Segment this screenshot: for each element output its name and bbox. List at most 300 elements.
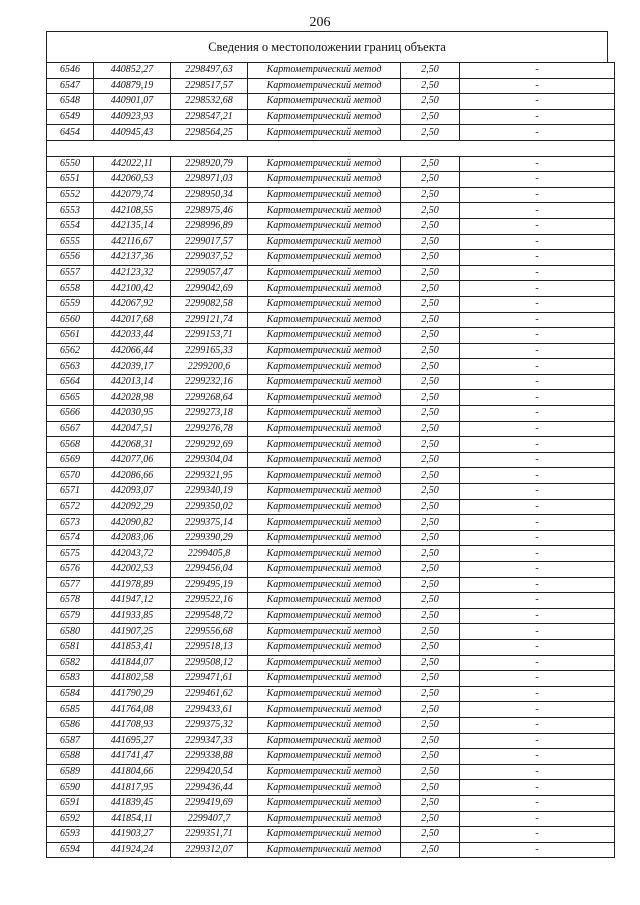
method-cell: Картометрический метод: [248, 281, 401, 297]
table-row: [47, 296, 615, 312]
description-cell: -: [460, 374, 615, 390]
method-cell: Картометрический метод: [248, 795, 401, 811]
x-coordinate-cell: 441817,95: [94, 780, 171, 796]
method-cell: Картометрический метод: [248, 577, 401, 593]
table-row: [47, 624, 615, 640]
x-coordinate-cell: 441903,27: [94, 827, 171, 843]
x-coordinate-cell: 442047,51: [94, 421, 171, 437]
precision-cell: 2,50: [401, 530, 460, 546]
y-coordinate-cell: 2299436,44: [171, 780, 248, 796]
point-number-cell: 6568: [47, 437, 94, 453]
description-cell: -: [460, 624, 615, 640]
method-cell: Картометрический метод: [248, 811, 401, 827]
y-coordinate-cell: 2299121,74: [171, 312, 248, 328]
table-row: [47, 499, 615, 515]
y-coordinate-cell: 2298564,25: [171, 125, 248, 141]
description-cell: -: [460, 562, 615, 578]
description-cell: -: [460, 842, 615, 858]
y-coordinate-cell: 2298497,63: [171, 63, 248, 79]
table-row: [47, 218, 615, 234]
table-row: [47, 749, 615, 765]
x-coordinate-cell: 442013,14: [94, 374, 171, 390]
precision-cell: 2,50: [401, 484, 460, 500]
x-coordinate-cell: 442086,66: [94, 468, 171, 484]
table-row: [47, 795, 615, 811]
table-row: [47, 733, 615, 749]
description-cell: -: [460, 733, 615, 749]
point-number-cell: 6572: [47, 499, 94, 515]
y-coordinate-cell: 2299407,7: [171, 811, 248, 827]
y-coordinate-cell: 2299200,6: [171, 359, 248, 375]
precision-cell: 2,50: [401, 281, 460, 297]
y-coordinate-cell: 2298547,21: [171, 109, 248, 125]
x-coordinate-cell: 442079,74: [94, 187, 171, 203]
point-number-cell: 6587: [47, 733, 94, 749]
precision-cell: 2,50: [401, 624, 460, 640]
y-coordinate-cell: 2298950,34: [171, 187, 248, 203]
method-cell: Картометрический метод: [248, 63, 401, 79]
y-coordinate-cell: 2299153,71: [171, 328, 248, 344]
description-cell: -: [460, 608, 615, 624]
x-coordinate-cell: 441854,11: [94, 811, 171, 827]
description-cell: -: [460, 827, 615, 843]
description-cell: -: [460, 296, 615, 312]
x-coordinate-cell: 442090,82: [94, 515, 171, 531]
point-number-cell: 6560: [47, 312, 94, 328]
method-cell: Картометрический метод: [248, 265, 401, 281]
point-number-cell: 6558: [47, 281, 94, 297]
table-row: [47, 406, 615, 422]
point-number-cell: 6578: [47, 593, 94, 609]
point-number-cell: 6591: [47, 795, 94, 811]
point-number-cell: 6590: [47, 780, 94, 796]
precision-cell: 2,50: [401, 437, 460, 453]
precision-cell: 2,50: [401, 328, 460, 344]
y-coordinate-cell: 2299057,47: [171, 265, 248, 281]
precision-cell: 2,50: [401, 156, 460, 172]
table-row: [47, 374, 615, 390]
y-coordinate-cell: 2299433,61: [171, 702, 248, 718]
method-cell: Картометрический метод: [248, 686, 401, 702]
table-row: [47, 593, 615, 609]
table-row: [47, 827, 615, 843]
description-cell: -: [460, 359, 615, 375]
x-coordinate-cell: 442123,32: [94, 265, 171, 281]
point-number-cell: 6584: [47, 686, 94, 702]
point-number-cell: 6549: [47, 109, 94, 125]
y-coordinate-cell: 2299471,61: [171, 671, 248, 687]
precision-cell: 2,50: [401, 842, 460, 858]
description-cell: -: [460, 468, 615, 484]
y-coordinate-cell: 2299351,71: [171, 827, 248, 843]
x-coordinate-cell: 441839,45: [94, 795, 171, 811]
x-coordinate-cell: 442116,67: [94, 234, 171, 250]
description-cell: -: [460, 218, 615, 234]
precision-cell: 2,50: [401, 203, 460, 219]
method-cell: Картометрический метод: [248, 374, 401, 390]
precision-cell: 2,50: [401, 218, 460, 234]
y-coordinate-cell: 2299232,16: [171, 374, 248, 390]
description-cell: -: [460, 484, 615, 500]
table-row: [47, 63, 615, 79]
precision-cell: 2,50: [401, 686, 460, 702]
description-cell: -: [460, 530, 615, 546]
point-number-cell: 6563: [47, 359, 94, 375]
x-coordinate-cell: 441933,85: [94, 608, 171, 624]
precision-cell: 2,50: [401, 546, 460, 562]
table-row: [47, 780, 615, 796]
description-cell: -: [460, 717, 615, 733]
x-coordinate-cell: 442077,06: [94, 452, 171, 468]
description-cell: -: [460, 452, 615, 468]
method-cell: Картометрический метод: [248, 312, 401, 328]
method-cell: Картометрический метод: [248, 530, 401, 546]
table-row: [47, 94, 615, 110]
y-coordinate-cell: 2299338,88: [171, 749, 248, 765]
point-number-cell: 6552: [47, 187, 94, 203]
precision-cell: 2,50: [401, 717, 460, 733]
method-cell: Картометрический метод: [248, 671, 401, 687]
point-number-cell: 6454: [47, 125, 94, 141]
y-coordinate-cell: 2299456,04: [171, 562, 248, 578]
point-number-cell: 6583: [47, 671, 94, 687]
precision-cell: 2,50: [401, 639, 460, 655]
x-coordinate-cell: 442017,68: [94, 312, 171, 328]
y-coordinate-cell: 2299548,72: [171, 608, 248, 624]
point-number-cell: 6550: [47, 156, 94, 172]
y-coordinate-cell: 2299375,32: [171, 717, 248, 733]
y-coordinate-cell: 2299508,12: [171, 655, 248, 671]
table-row: [47, 671, 615, 687]
table-row: [47, 359, 615, 375]
table-row: [47, 717, 615, 733]
y-coordinate-cell: 2299461,62: [171, 686, 248, 702]
precision-cell: 2,50: [401, 608, 460, 624]
method-cell: Картометрический метод: [248, 717, 401, 733]
description-cell: -: [460, 172, 615, 188]
precision-cell: 2,50: [401, 187, 460, 203]
table-row: [47, 156, 615, 172]
method-cell: Картометрический метод: [248, 406, 401, 422]
table-row: [47, 328, 615, 344]
point-number-cell: 6567: [47, 421, 94, 437]
point-number-cell: 6565: [47, 390, 94, 406]
point-number-cell: 6589: [47, 764, 94, 780]
x-coordinate-cell: 442092,29: [94, 499, 171, 515]
x-coordinate-cell: 440923,93: [94, 109, 171, 125]
description-cell: -: [460, 234, 615, 250]
y-coordinate-cell: 2298996,89: [171, 218, 248, 234]
precision-cell: 2,50: [401, 343, 460, 359]
method-cell: Картометрический метод: [248, 156, 401, 172]
point-number-cell: 6593: [47, 827, 94, 843]
description-cell: -: [460, 421, 615, 437]
table-row: [47, 639, 615, 655]
method-cell: Картометрический метод: [248, 125, 401, 141]
y-coordinate-cell: 2299165,33: [171, 343, 248, 359]
table-row: [47, 702, 615, 718]
method-cell: Картометрический метод: [248, 702, 401, 718]
table-row: [47, 546, 615, 562]
description-cell: -: [460, 328, 615, 344]
y-coordinate-cell: 2299556,68: [171, 624, 248, 640]
y-coordinate-cell: 2299420,54: [171, 764, 248, 780]
method-cell: Картометрический метод: [248, 296, 401, 312]
method-cell: Картометрический метод: [248, 78, 401, 94]
description-cell: -: [460, 593, 615, 609]
precision-cell: 2,50: [401, 94, 460, 110]
table-row: [47, 250, 615, 266]
method-cell: Картометрический метод: [248, 842, 401, 858]
method-cell: Картометрический метод: [248, 250, 401, 266]
y-coordinate-cell: 2299495,19: [171, 577, 248, 593]
y-coordinate-cell: 2299419,69: [171, 795, 248, 811]
table-row: [47, 312, 615, 328]
method-cell: Картометрический метод: [248, 780, 401, 796]
point-number-cell: 6588: [47, 749, 94, 765]
table-row: [47, 281, 615, 297]
table-row: [47, 187, 615, 203]
description-cell: -: [460, 655, 615, 671]
description-cell: -: [460, 265, 615, 281]
x-coordinate-cell: 442093,07: [94, 484, 171, 500]
description-cell: -: [460, 639, 615, 655]
table-row: [47, 452, 615, 468]
method-cell: Картометрический метод: [248, 733, 401, 749]
y-coordinate-cell: 2299292,69: [171, 437, 248, 453]
point-number-cell: 6592: [47, 811, 94, 827]
precision-cell: 2,50: [401, 406, 460, 422]
x-coordinate-cell: 442083,06: [94, 530, 171, 546]
y-coordinate-cell: 2299037,52: [171, 250, 248, 266]
precision-cell: 2,50: [401, 827, 460, 843]
precision-cell: 2,50: [401, 733, 460, 749]
precision-cell: 2,50: [401, 296, 460, 312]
method-cell: Картометрический метод: [248, 546, 401, 562]
method-cell: Картометрический метод: [248, 94, 401, 110]
x-coordinate-cell: 442067,92: [94, 296, 171, 312]
precision-cell: 2,50: [401, 795, 460, 811]
x-coordinate-cell: 442100,42: [94, 281, 171, 297]
y-coordinate-cell: 2298975,46: [171, 203, 248, 219]
x-coordinate-cell: 442030,95: [94, 406, 171, 422]
y-coordinate-cell: 2298532,68: [171, 94, 248, 110]
description-cell: -: [460, 546, 615, 562]
coordinates-table: [46, 62, 615, 858]
precision-cell: 2,50: [401, 593, 460, 609]
description-cell: -: [460, 577, 615, 593]
description-cell: -: [460, 78, 615, 94]
x-coordinate-cell: 442022,11: [94, 156, 171, 172]
table-row: [47, 234, 615, 250]
point-number-cell: 6548: [47, 94, 94, 110]
point-number-cell: 6570: [47, 468, 94, 484]
table-row: [47, 421, 615, 437]
description-cell: -: [460, 281, 615, 297]
x-coordinate-cell: 442039,17: [94, 359, 171, 375]
description-cell: -: [460, 795, 615, 811]
point-number-cell: 6561: [47, 328, 94, 344]
method-cell: Картометрический метод: [248, 749, 401, 765]
table-row: [47, 265, 615, 281]
precision-cell: 2,50: [401, 577, 460, 593]
point-number-cell: 6557: [47, 265, 94, 281]
x-coordinate-cell: 442066,44: [94, 343, 171, 359]
method-cell: Картометрический метод: [248, 187, 401, 203]
point-number-cell: 6580: [47, 624, 94, 640]
table-row: [47, 562, 615, 578]
y-coordinate-cell: 2298920,79: [171, 156, 248, 172]
x-coordinate-cell: 442135,14: [94, 218, 171, 234]
method-cell: Картометрический метод: [248, 437, 401, 453]
table-title: Сведения о местоположении границ объекта: [46, 31, 608, 62]
y-coordinate-cell: 2299268,64: [171, 390, 248, 406]
precision-cell: 2,50: [401, 109, 460, 125]
point-number-cell: 6574: [47, 530, 94, 546]
y-coordinate-cell: 2299522,16: [171, 593, 248, 609]
description-cell: -: [460, 406, 615, 422]
x-coordinate-cell: 441907,25: [94, 624, 171, 640]
group-separator-cell: [47, 140, 615, 156]
point-number-cell: 6581: [47, 639, 94, 655]
precision-cell: 2,50: [401, 515, 460, 531]
description-cell: -: [460, 109, 615, 125]
method-cell: Картометрический метод: [248, 639, 401, 655]
precision-cell: 2,50: [401, 359, 460, 375]
x-coordinate-cell: 442043,72: [94, 546, 171, 562]
table-row: [47, 343, 615, 359]
precision-cell: 2,50: [401, 390, 460, 406]
y-coordinate-cell: 2299518,13: [171, 639, 248, 655]
precision-cell: 2,50: [401, 468, 460, 484]
precision-cell: 2,50: [401, 780, 460, 796]
method-cell: Картометрический метод: [248, 234, 401, 250]
x-coordinate-cell: 442068,31: [94, 437, 171, 453]
table-row: [47, 577, 615, 593]
method-cell: Картометрический метод: [248, 218, 401, 234]
description-cell: -: [460, 515, 615, 531]
description-cell: -: [460, 63, 615, 79]
x-coordinate-cell: 441947,12: [94, 593, 171, 609]
table-row: [47, 686, 615, 702]
precision-cell: 2,50: [401, 749, 460, 765]
y-coordinate-cell: 2299347,33: [171, 733, 248, 749]
x-coordinate-cell: 441804,66: [94, 764, 171, 780]
table-row: [47, 842, 615, 858]
description-cell: -: [460, 437, 615, 453]
description-cell: -: [460, 125, 615, 141]
table-row: [47, 655, 615, 671]
method-cell: Картометрический метод: [248, 593, 401, 609]
point-number-cell: 6571: [47, 484, 94, 500]
table-row: [47, 468, 615, 484]
y-coordinate-cell: 2299405,8: [171, 546, 248, 562]
x-coordinate-cell: 442002,53: [94, 562, 171, 578]
table-row: [47, 608, 615, 624]
method-cell: Картометрический метод: [248, 499, 401, 515]
precision-cell: 2,50: [401, 671, 460, 687]
point-number-cell: 6566: [47, 406, 94, 422]
point-number-cell: 6582: [47, 655, 94, 671]
method-cell: Картометрический метод: [248, 328, 401, 344]
precision-cell: 2,50: [401, 312, 460, 328]
y-coordinate-cell: 2299017,57: [171, 234, 248, 250]
precision-cell: 2,50: [401, 172, 460, 188]
point-number-cell: 6569: [47, 452, 94, 468]
precision-cell: 2,50: [401, 78, 460, 94]
table-row: [47, 172, 615, 188]
point-number-cell: 6594: [47, 842, 94, 858]
method-cell: Картометрический метод: [248, 515, 401, 531]
method-cell: Картометрический метод: [248, 764, 401, 780]
description-cell: -: [460, 390, 615, 406]
method-cell: Картометрический метод: [248, 624, 401, 640]
boundary-table-frame: [46, 31, 608, 858]
x-coordinate-cell: 440901,07: [94, 94, 171, 110]
x-coordinate-cell: 441844,07: [94, 655, 171, 671]
y-coordinate-cell: 2299390,29: [171, 530, 248, 546]
table-row: [47, 125, 615, 141]
precision-cell: 2,50: [401, 250, 460, 266]
precision-cell: 2,50: [401, 499, 460, 515]
y-coordinate-cell: 2299340,19: [171, 484, 248, 500]
point-number-cell: 6579: [47, 608, 94, 624]
point-number-cell: 6559: [47, 296, 94, 312]
x-coordinate-cell: 441790,29: [94, 686, 171, 702]
point-number-cell: 6556: [47, 250, 94, 266]
x-coordinate-cell: 441802,58: [94, 671, 171, 687]
precision-cell: 2,50: [401, 562, 460, 578]
y-coordinate-cell: 2298517,57: [171, 78, 248, 94]
table-row: [47, 484, 615, 500]
point-number-cell: 6575: [47, 546, 94, 562]
description-cell: -: [460, 343, 615, 359]
method-cell: Картометрический метод: [248, 109, 401, 125]
y-coordinate-cell: 2299042,69: [171, 281, 248, 297]
point-number-cell: 6553: [47, 203, 94, 219]
y-coordinate-cell: 2298971,03: [171, 172, 248, 188]
method-cell: Картометрический метод: [248, 827, 401, 843]
x-coordinate-cell: 442108,55: [94, 203, 171, 219]
y-coordinate-cell: 2299273,18: [171, 406, 248, 422]
point-number-cell: 6576: [47, 562, 94, 578]
precision-cell: 2,50: [401, 374, 460, 390]
description-cell: -: [460, 780, 615, 796]
table-row: [47, 437, 615, 453]
method-cell: Картометрический метод: [248, 343, 401, 359]
point-number-cell: 6546: [47, 63, 94, 79]
precision-cell: 2,50: [401, 125, 460, 141]
precision-cell: 2,50: [401, 764, 460, 780]
x-coordinate-cell: 442060,53: [94, 172, 171, 188]
x-coordinate-cell: 442137,36: [94, 250, 171, 266]
table-row: [47, 390, 615, 406]
method-cell: Картометрический метод: [248, 608, 401, 624]
y-coordinate-cell: 2299082,58: [171, 296, 248, 312]
x-coordinate-cell: 441741,47: [94, 749, 171, 765]
page-number: 206: [309, 15, 331, 30]
point-number-cell: 6564: [47, 374, 94, 390]
description-cell: -: [460, 156, 615, 172]
point-number-cell: 6555: [47, 234, 94, 250]
description-cell: -: [460, 811, 615, 827]
description-cell: -: [460, 94, 615, 110]
point-number-cell: 6551: [47, 172, 94, 188]
table-row: [47, 811, 615, 827]
y-coordinate-cell: 2299321,95: [171, 468, 248, 484]
y-coordinate-cell: 2299350,02: [171, 499, 248, 515]
method-cell: Картометрический метод: [248, 172, 401, 188]
